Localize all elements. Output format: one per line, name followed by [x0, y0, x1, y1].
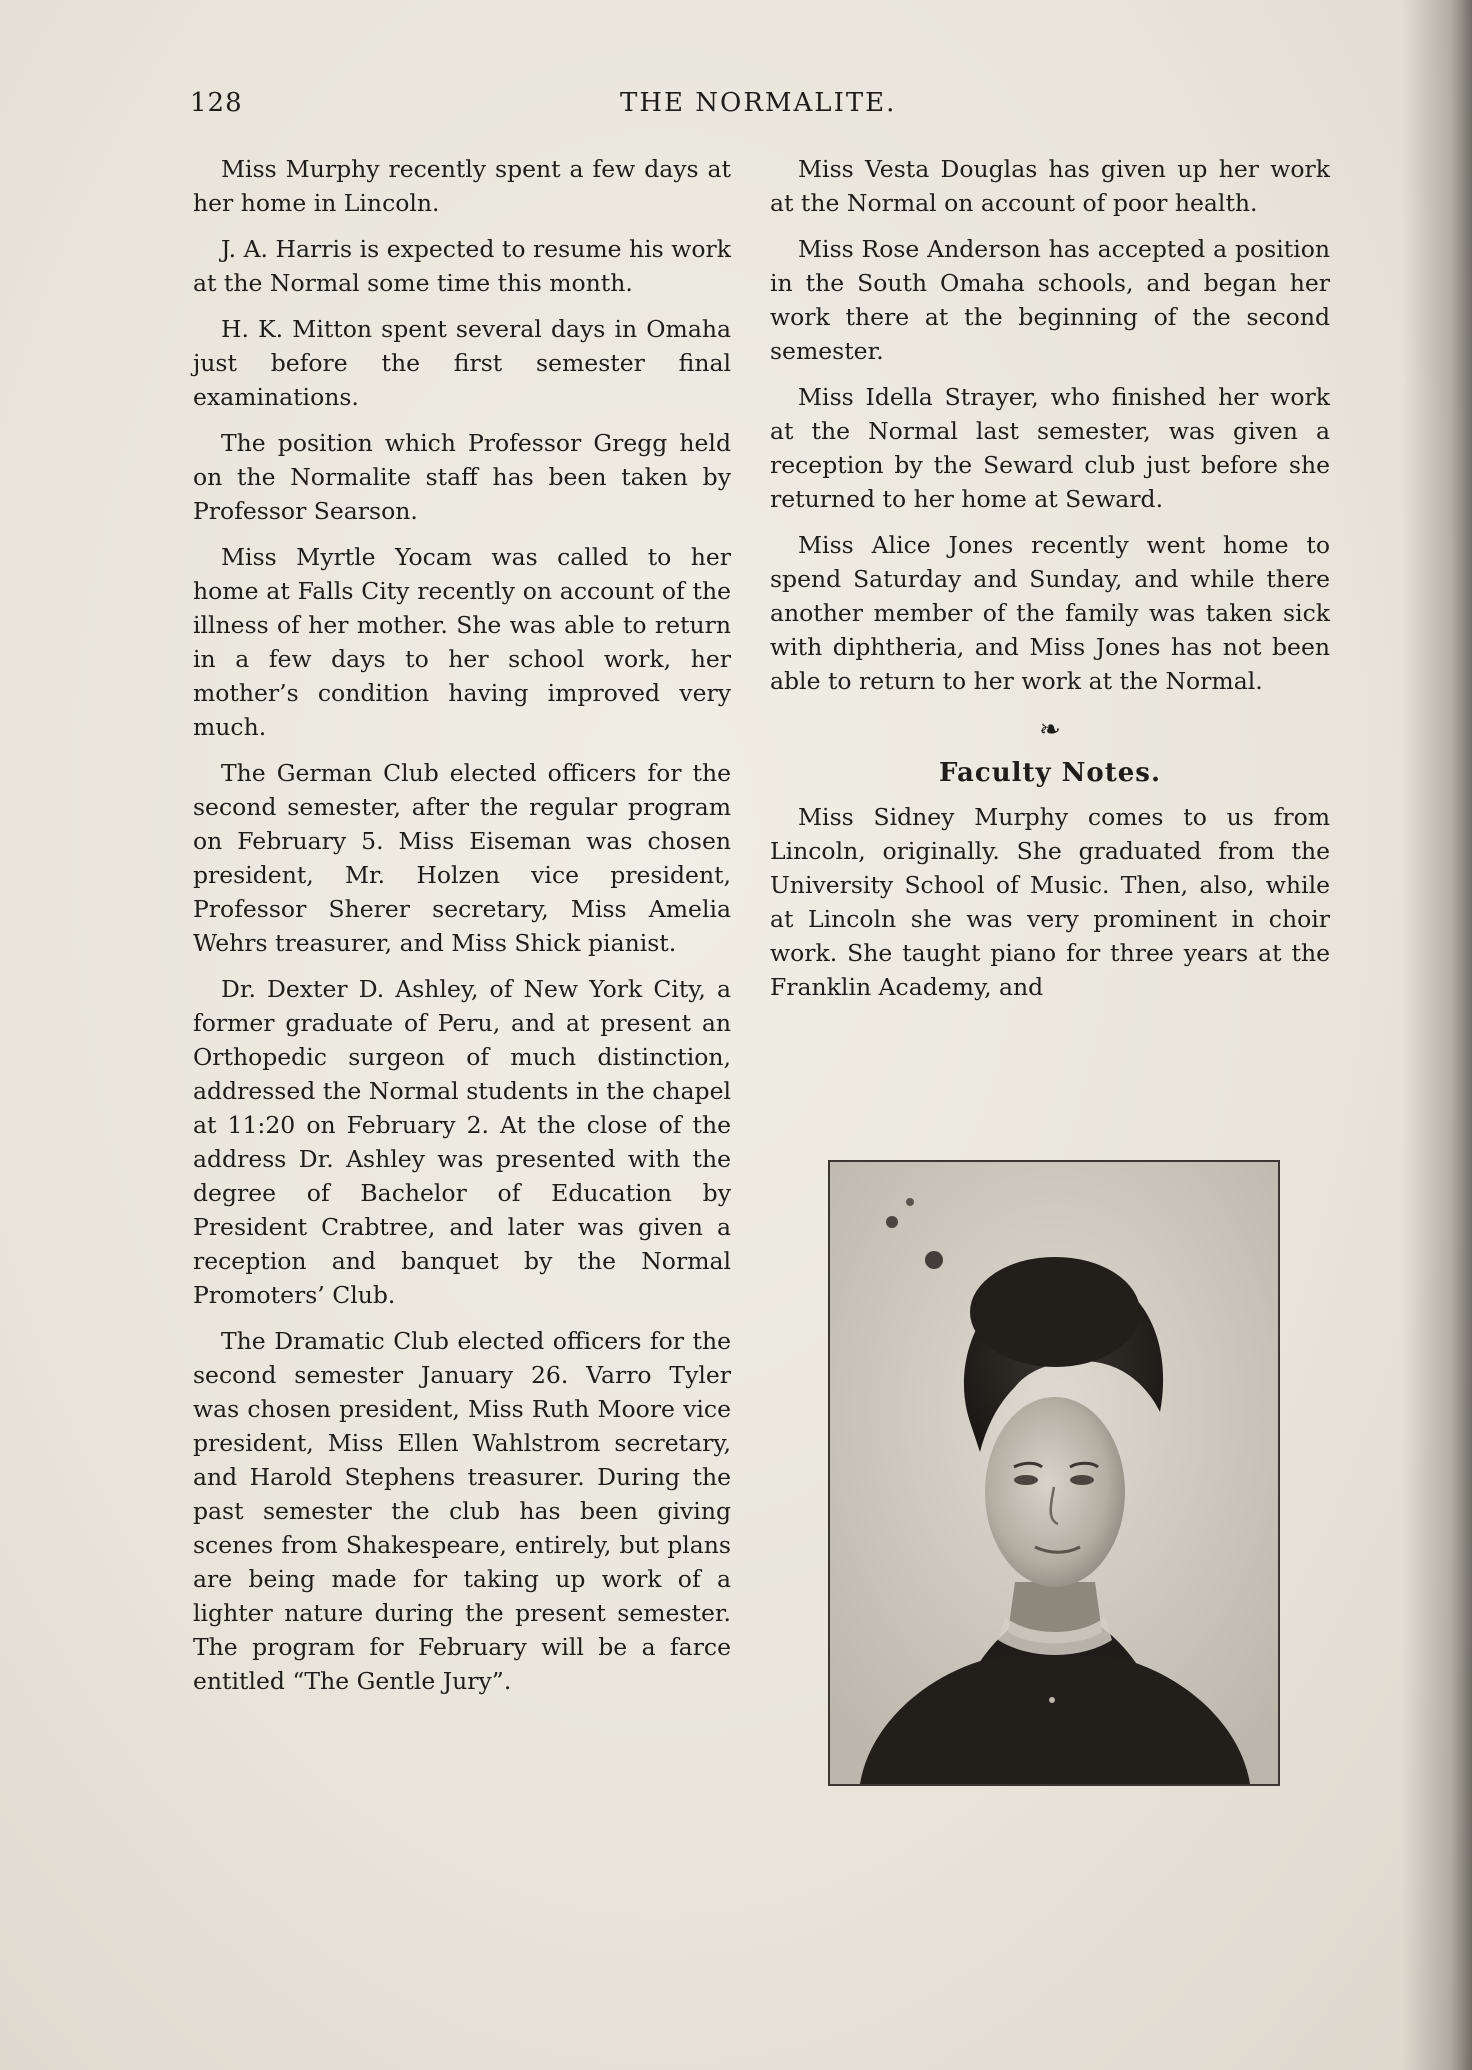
- right-column: [770, 152, 1330, 1016]
- faculty-notes-heading: Faculty Notes.: [938, 758, 1161, 788]
- portrait-illustration: [830, 1162, 1278, 1784]
- page-edge-shadow: [1402, 0, 1472, 2070]
- news-item: H. K. Mitton spent several days in Omaha just before the first semester final examinations.: [193, 315, 731, 411]
- news-item: Miss Idella Strayer, who finished her work at the Normal last semester, was given a reception by the Seward club just before she returned to her home at Seward.: [770, 383, 1330, 513]
- page-header: [190, 88, 1340, 128]
- left-column: [193, 152, 731, 1710]
- news-item: Miss Alice Jones recently went home to spend Saturday and Sunday, and while there another member of the family was taken sick with diphtheria, and Miss Jones has not been able to return to her work at the Normal.: [770, 531, 1330, 695]
- faculty-notes-text: Miss Sidney Murphy comes to us from Lincoln, originally. She graduated from the University School of Music. Then, also, while at Lincoln she was very prominent in choir work. She taught piano for three years at the Franklin Academy, and: [770, 803, 1330, 1001]
- running-title: THE NORMALITE.: [620, 88, 897, 118]
- portrait-photo: [828, 1160, 1280, 1786]
- news-item: The German Club elected officers for the second semester, after the regular program on February 5. Miss Eiseman was chosen president, Mr. Holzen vice president, Professor Sherer secretary, Miss Amelia Wehrs treasurer, and Miss Shick pianist.: [193, 759, 731, 957]
- news-item: Miss Rose Anderson has accepted a position in the South Omaha schools, and began her work there at the beginning of the second semester.: [770, 235, 1330, 365]
- news-item: The position which Professor Gregg held on the Normalite staff has been taken by Professor Searson.: [193, 429, 731, 525]
- news-item: Miss Vesta Douglas has given up her work at the Normal on account of poor health.: [770, 155, 1330, 217]
- news-item: J. A. Harris is expected to resume his work at the Normal some time this month.: [193, 235, 731, 297]
- news-item: The Dramatic Club elected officers for the second semester January 26. Varro Tyler was chosen president, Miss Ruth Moore vice president, Miss Ellen Wahlstrom secretary, and Harold Stephens treasurer. During the past semester the club has been giving scenes from Shakespeare, entirely, but plans are being made for taking up work of a lighter nature during the present semester. The program for February will be a farce entitled “The Gentle Jury”.: [193, 1327, 731, 1695]
- fleuron-ornament-icon: ❧: [1039, 715, 1061, 745]
- news-item: Miss Myrtle Yocam was called to her home at Falls City recently on account of the illness of her mother. She was able to return in a few days to her school work, her mother’s condition having improved very much.: [193, 543, 731, 741]
- news-item: Dr. Dexter D. Ashley, of New York City, a former graduate of Peru, and at present an Orthopedic surgeon of much distinction, addressed the Normal students in the chapel at 11:20 on February 2. At the close of the address Dr. Ashley was presented with the degree of Bachelor of Education by President Crabtree, and later was given a reception and banquet by the Normal Promoters’ Club.: [193, 975, 731, 1309]
- page-number: 128: [190, 88, 243, 118]
- news-item: Miss Murphy recently spent a few days at her home in Lincoln.: [193, 155, 731, 217]
